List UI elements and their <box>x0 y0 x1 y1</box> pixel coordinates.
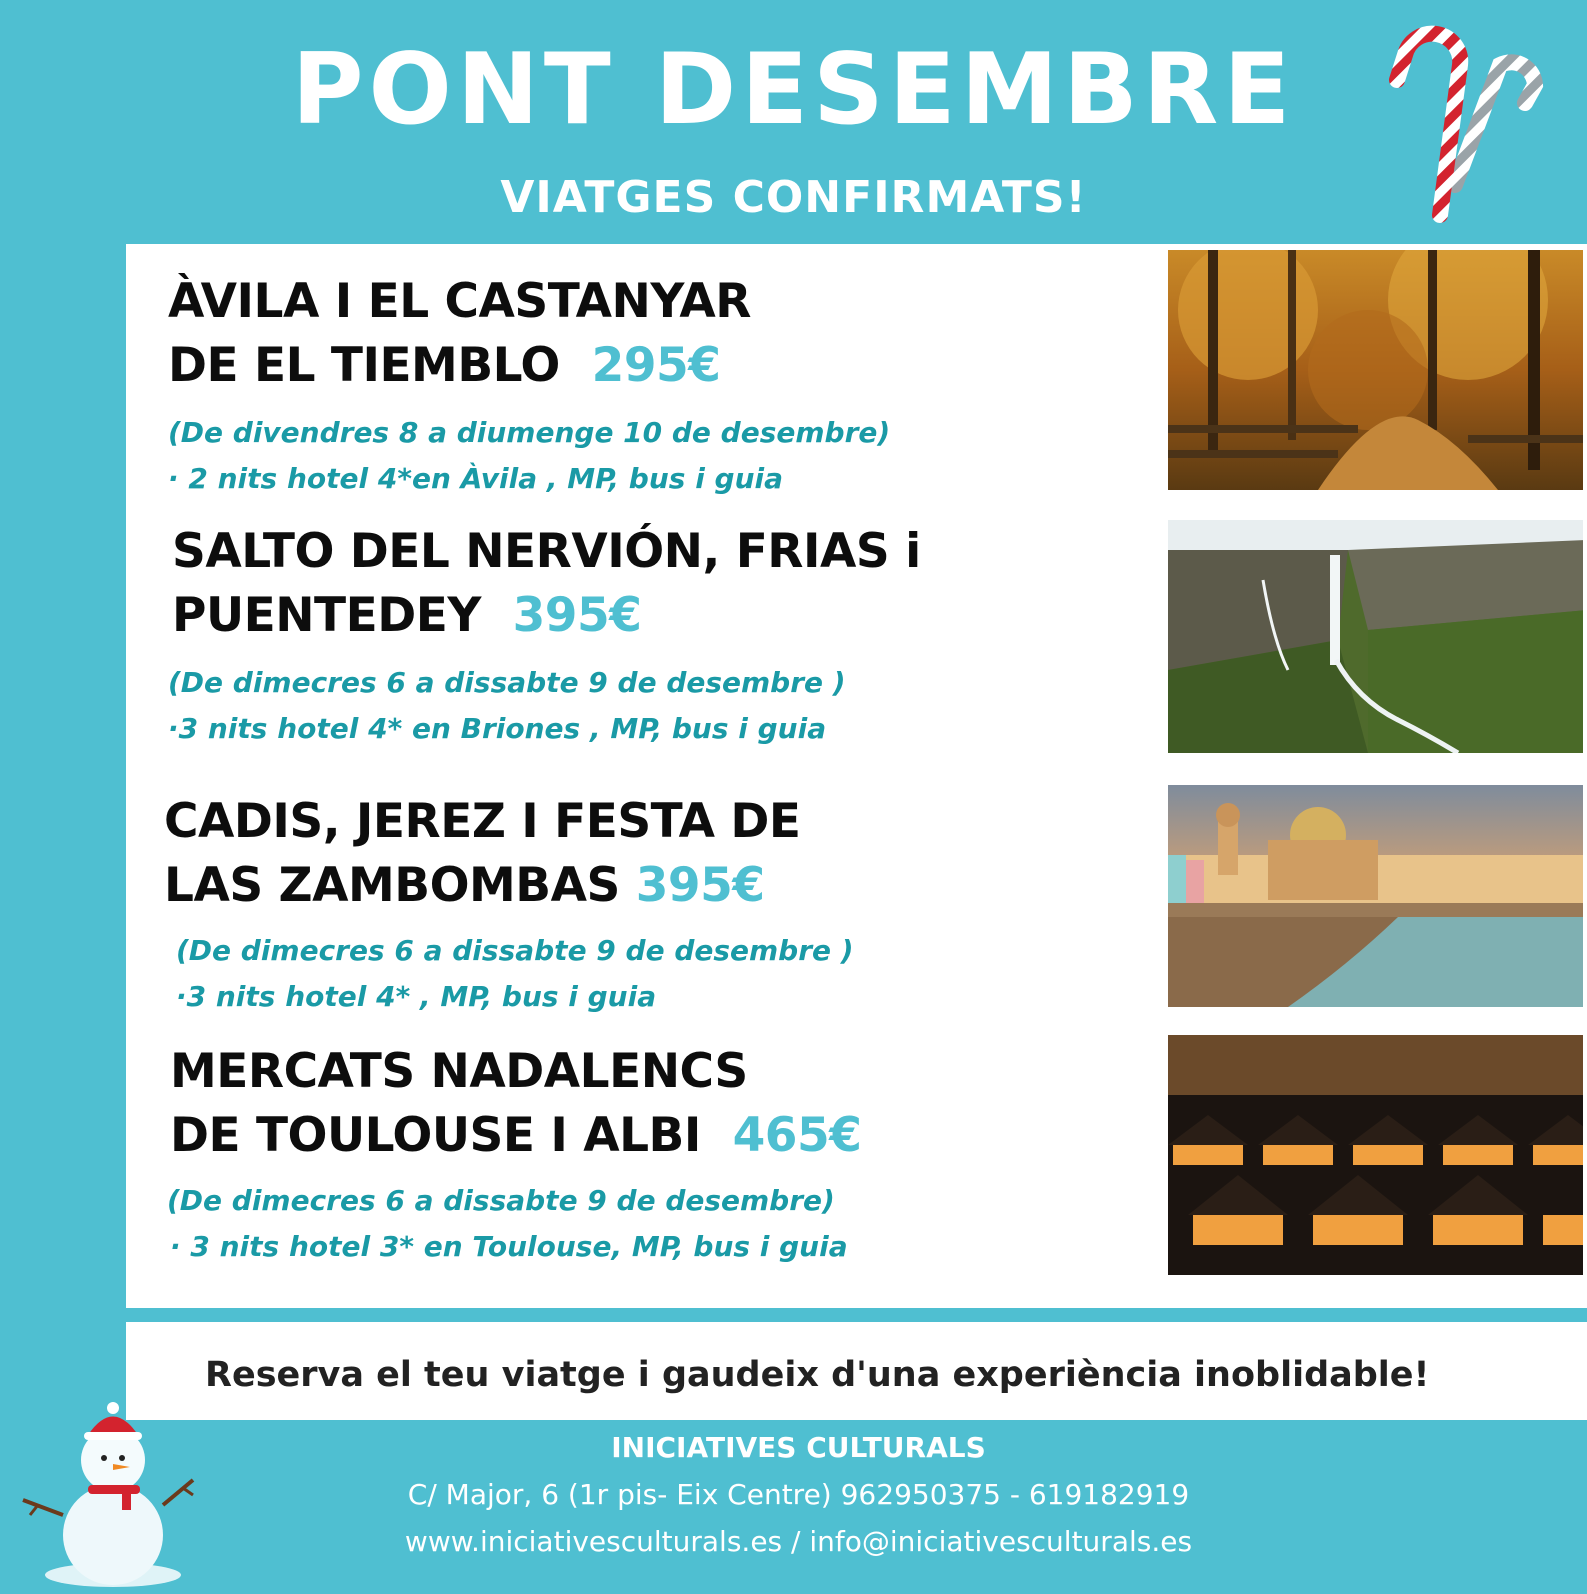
trip-price: 395€ <box>512 588 642 643</box>
trip-price: 395€ <box>635 858 765 913</box>
trip-details: ·3 nits hotel 4* , MP, bus i guia <box>176 980 657 1013</box>
candy-cane-icon <box>1385 25 1545 229</box>
trip-details: ·3 nits hotel 4* en Briones , MP, bus i guia <box>168 712 827 745</box>
trip-card <box>168 520 921 752</box>
trip-photo-waterfall <box>1168 520 1583 753</box>
trip-title-line2: DE EL TIEMBLO <box>168 338 560 393</box>
trip-price: 465€ <box>732 1108 862 1163</box>
trip-photo-forest <box>1168 250 1583 490</box>
footer-address: C/ Major, 6 (1r pis- Eix Centre) 962950375 - 619182919 <box>407 1478 1190 1511</box>
trip-title-line2: PUENTEDEY <box>172 588 481 643</box>
trip-dates: (De dimecres 6 a dissabte 9 de desembre) <box>167 1184 835 1217</box>
trip-photo-cadiz <box>1168 785 1583 1007</box>
page-subtitle: VIATGES CONFIRMATS! <box>500 172 1087 223</box>
cta-text: Reserva el teu viatge i gaudeix d'una experiència inoblidable! <box>205 1355 1430 1395</box>
trip-title-line2: DE TOULOUSE I ALBI <box>170 1108 701 1163</box>
trip-price: 295€ <box>591 338 721 393</box>
trip-photo-market <box>1168 1035 1583 1275</box>
trip-title-line1: CADIS, JEREZ I FESTA DE <box>164 794 801 849</box>
trip-details: · 2 nits hotel 4*en Àvila , MP, bus i guia <box>168 462 784 495</box>
page-title: PONT DESEMBRE <box>291 33 1296 147</box>
trip-dates: (De divendres 8 a diumenge 10 de desembre) <box>168 416 891 449</box>
trip-card <box>164 790 854 1020</box>
trip-title <box>164 790 854 918</box>
trip-dates: (De dimecres 6 a dissabte 9 de desembre ) <box>176 934 854 967</box>
trip-title-line1: SALTO DEL NERVIÓN, FRIAS i <box>172 524 921 579</box>
trip-card <box>167 1040 862 1270</box>
footer-company-name: INICIATIVES CULTURALS <box>611 1431 986 1464</box>
trip-title <box>170 1040 861 1168</box>
trip-card <box>168 270 890 502</box>
footer-web[interactable]: www.iniciativesculturals.es / info@iniciativesculturals.es <box>404 1525 1193 1558</box>
trip-title <box>168 270 890 398</box>
trip-title-line1: MERCATS NADALENCS <box>170 1044 748 1099</box>
trip-title-line1: ÀVILA I EL CASTANYAR <box>168 274 751 329</box>
snowman-icon <box>18 1400 198 1594</box>
trip-details: · 3 nits hotel 3* en Toulouse, MP, bus i guia <box>170 1230 848 1263</box>
trip-title <box>172 520 921 648</box>
trip-title-line2: LAS ZAMBOMBAS <box>164 858 620 913</box>
trip-dates: (De dimecres 6 a dissabte 9 de desembre ) <box>168 666 846 699</box>
